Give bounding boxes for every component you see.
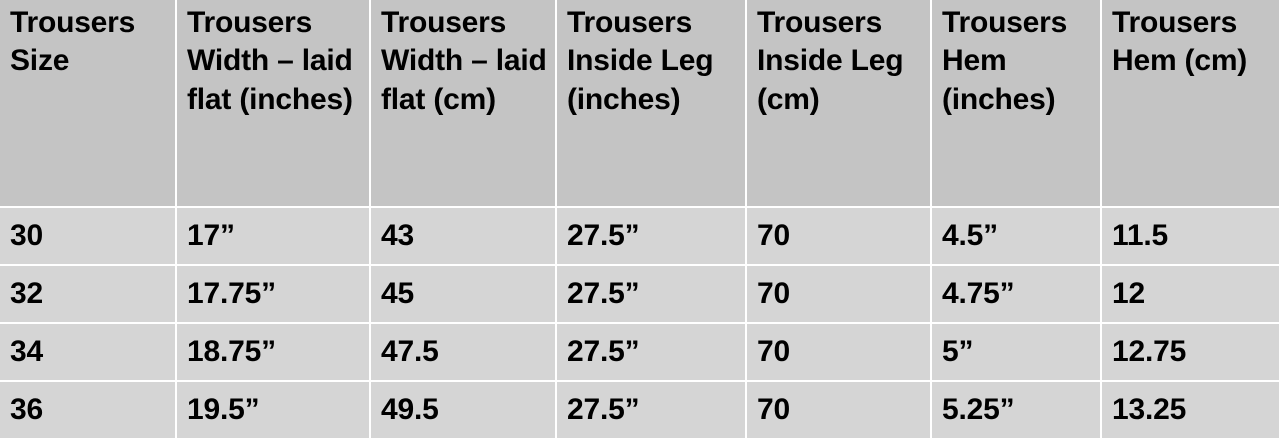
column-header-width-inches: Trousers Width – laid flat (inches)	[176, 0, 370, 207]
cell-hem-cm: 12	[1101, 265, 1279, 323]
cell-hem-inches: 5”	[931, 323, 1101, 381]
cell-size: 36	[0, 381, 176, 438]
table-row	[0, 323, 1279, 381]
cell-inside-leg-inches: 27.5”	[556, 381, 746, 438]
cell-width-cm: 47.5	[370, 323, 556, 381]
column-header-hem-inches: Trousers Hem (inches)	[931, 0, 1101, 207]
table-row	[0, 207, 1279, 265]
cell-inside-leg-inches: 27.5”	[556, 323, 746, 381]
cell-inside-leg-cm: 70	[746, 207, 931, 265]
column-header-width-cm: Trousers Width – laid flat (cm)	[370, 0, 556, 207]
cell-size: 30	[0, 207, 176, 265]
cell-width-inches: 19.5”	[176, 381, 370, 438]
cell-size: 34	[0, 323, 176, 381]
table-row	[0, 265, 1279, 323]
table-row	[0, 381, 1279, 438]
cell-hem-cm: 13.25	[1101, 381, 1279, 438]
column-header-inside-leg-inches: Trousers Inside Leg (inches)	[556, 0, 746, 207]
cell-hem-inches: 4.5”	[931, 207, 1101, 265]
cell-inside-leg-inches: 27.5”	[556, 207, 746, 265]
cell-width-inches: 17”	[176, 207, 370, 265]
cell-inside-leg-inches: 27.5”	[556, 265, 746, 323]
cell-inside-leg-cm: 70	[746, 381, 931, 438]
cell-width-cm: 43	[370, 207, 556, 265]
cell-size: 32	[0, 265, 176, 323]
cell-hem-inches: 4.75”	[931, 265, 1101, 323]
cell-inside-leg-cm: 70	[746, 323, 931, 381]
column-header-trousers-size: Trousers Size	[0, 0, 176, 207]
cell-hem-inches: 5.25”	[931, 381, 1101, 438]
cell-width-inches: 17.75”	[176, 265, 370, 323]
cell-hem-cm: 11.5	[1101, 207, 1279, 265]
cell-width-inches: 18.75”	[176, 323, 370, 381]
cell-width-cm: 49.5	[370, 381, 556, 438]
column-header-hem-cm: Trousers Hem (cm)	[1101, 0, 1279, 207]
cell-inside-leg-cm: 70	[746, 265, 931, 323]
cell-width-cm: 45	[370, 265, 556, 323]
table-header-row	[0, 0, 1279, 207]
cell-hem-cm: 12.75	[1101, 323, 1279, 381]
column-header-inside-leg-cm: Trousers Inside Leg (cm)	[746, 0, 931, 207]
